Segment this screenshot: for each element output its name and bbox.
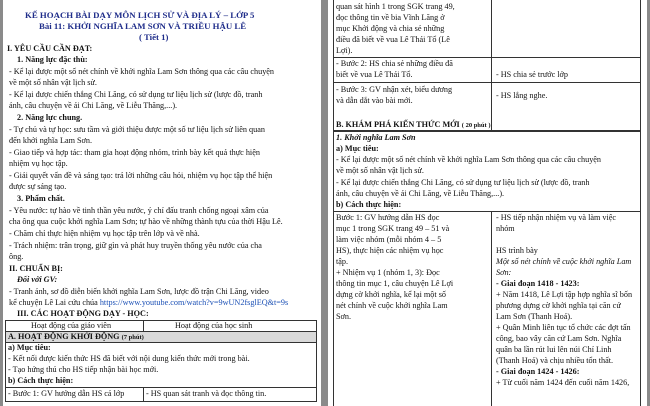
heading-general-competence: 2. Năng lực chung.	[17, 113, 83, 122]
text-line: về một số nhân vật lịch sử.	[336, 166, 424, 175]
text-line: cha ông qua cuộc khởi nghĩa Lam Sơn; tự hào về những thành tựu của thời Hậu Lê.	[9, 217, 283, 226]
heading-specific-competence: 1. Năng lực đặc thù:	[17, 55, 88, 64]
plan-title: KẾ HOẠCH BÀI DẠY MÔN LỊCH SỬ VÀ ĐỊA LÝ – LỚP 5	[25, 10, 255, 20]
table-divider	[491, 211, 492, 406]
method-heading: b) Cách thực hiện:	[336, 200, 402, 209]
student-answer-line: Một số nét chính về cuộc khởi nghĩa Lam	[496, 257, 632, 266]
text-line: - Tranh ảnh, sơ đồ diễn biến khởi nghĩa Lam Sơn, lược đồ trận Chi Lăng, video	[9, 287, 269, 296]
table-cell-student: - HS quan sát tranh và đọc thông tin.	[146, 389, 267, 398]
text-line: đến khởi nghĩa Lam Sơn.	[9, 136, 93, 145]
student-answer-line: + Năm 1418, Lê Lợi tập hợp nghĩa sĩ bốn	[496, 290, 633, 299]
student-answer-line: Lam Sơn (Thanh Hoá).	[496, 312, 573, 321]
student-answer-line: phương dựng cờ khởi nghĩa tại căn cứ	[496, 301, 621, 310]
text-line: - Trách nhiệm: trân trọng, giữ gìn và phát huy truyền thống yêu nước của cha	[9, 241, 262, 250]
text-line: - Chăm chỉ thực hiện nhiệm vụ học tập trên lớp và về nhà.	[9, 229, 200, 238]
column-header-student: Hoạt động của học sinh	[175, 321, 253, 330]
student-answer-line: - HS tiếp nhận nhiệm vụ và làm việc	[496, 213, 617, 222]
table-cell-teacher: - Bước 1: GV hướng dẫn HS cả lớp	[8, 389, 125, 398]
table-divider	[5, 342, 317, 343]
text-line: - Giải quyết vấn đề và sáng tạo: trả lời những câu hỏi, nhiệm vụ học tập thể hiện	[9, 171, 273, 180]
video-caption: kể chuyện Lê Lai cứu chúa	[9, 298, 100, 307]
text-line: điều đã biết về vua Lê Thái Tổ (Lê	[336, 35, 450, 44]
text-line: - Bước 2: HS chia sẻ những điều đã	[336, 59, 453, 68]
teacher-step-line: Sơn.	[336, 312, 352, 321]
teacher-step-line: HS), thực hiện các nhiệm vụ học	[336, 246, 444, 255]
student-answer-line: (Thanh Hoá) và chịu nhiều tổn thất.	[496, 356, 614, 365]
text-line: được sự sáng tạo.	[9, 182, 67, 191]
text-line: - Yêu nước: tự hào về tinh thần yêu nước, ý chí đấu tranh chống ngoại xâm của	[9, 206, 269, 215]
teacher-step-line: nét chính về cuộc khởi nghĩa Lam	[336, 301, 448, 310]
text-line: - Kể lại được một số nét chính về khởi nghĩa Lam Sơn thông qua các câu chuyện	[9, 67, 275, 76]
heading-requirements: I. YÊU CẦU CẦN ĐẠT:	[7, 44, 93, 53]
student-answer-line: HS trình bày	[496, 246, 538, 255]
student-answer-line: quân ba lần rút lui lên núi Chí Linh	[496, 345, 612, 354]
table-divider	[143, 320, 144, 331]
heading-activities: III. CÁC HOẠT ĐỘNG DẠY - HỌC:	[17, 309, 149, 318]
text-line: - Kết nối được kiến thức HS đã biết với nội dung kiến thức mới trong bài.	[8, 354, 250, 363]
table-divider	[333, 211, 641, 212]
table-divider	[333, 57, 641, 58]
student-answer-line: nhóm	[496, 224, 515, 233]
text-line: - Bước 3: GV nhận xét, biểu dương	[336, 85, 453, 94]
text-line: Lợi).	[336, 46, 353, 55]
goal-heading: a) Mục tiêu:	[336, 144, 379, 153]
left-page	[3, 0, 321, 406]
teacher-step-line: Bước 1: GV hướng dẫn HS đọc	[336, 213, 440, 222]
text-line	[9, 298, 288, 308]
video-link[interactable]: https://www.youtube.com/watch?v=9wUN2fsglEQ&t=9s	[99, 298, 289, 307]
method-heading: b) Cách thực hiện:	[8, 376, 74, 385]
section-explore: B. KHÁM PHÁ KIẾN THỨC MỚI ( 20 phút )	[336, 120, 491, 129]
table-divider	[491, 0, 492, 131]
text-line: đọc thông tin về bia Vĩnh Lăng ở	[336, 13, 445, 22]
student-answer-line: + Từ cuối năm 1424 đến cuối năm 1426,	[496, 378, 630, 387]
table-divider	[333, 82, 641, 83]
student-answer-line: - Giai đoạn 1418 - 1423:	[496, 279, 580, 288]
text-line: quan sát hình 1 trong SGK trang 49,	[336, 2, 455, 11]
table-divider	[5, 387, 317, 388]
heading-for-teacher: Đối với GV:	[17, 275, 58, 284]
teacher-step-line: + Nhiệm vụ 1 (nhóm 1, 3): Đọc	[336, 268, 440, 277]
student-answer-line: - Giai đoạn 1424 - 1426:	[496, 367, 580, 376]
teacher-step-line: làm việc nhóm (mỗi nhóm 4 – 5	[336, 235, 442, 244]
text-line: - Kể lại được chiến thắng Chi Lăng, có sử dụng tư liệu lịch sử (lược đồ, tranh	[336, 178, 590, 187]
lesson-periods: ( Tiết 1)	[139, 32, 169, 42]
text-line: ảnh, câu chuyện về ải Chi Lăng, về Liễu Thăng,...).	[9, 101, 178, 110]
text-line: và dẫn dắt vào bài mới.	[336, 96, 413, 105]
text-line: - Giao tiếp và hợp tác: tham gia hoạt động nhóm, trình bày kết quả thực hiện	[9, 148, 260, 157]
heading-preparation: II. CHUẨN BỊ:	[9, 264, 63, 273]
text-line: biết về vua Lê Thái Tổ.	[336, 70, 413, 79]
teacher-step-line: tập.	[336, 257, 349, 266]
teacher-step-line: thông tin mục 1, câu chuyện Lê Lợi	[336, 279, 454, 288]
student-response: - HS chia sẻ trước lớp	[496, 70, 568, 79]
heading-qualities: 3. Phẩm chất.	[17, 194, 65, 203]
student-answer-line: Sơn:	[496, 268, 512, 277]
student-response: - HS lắng nghe.	[496, 91, 548, 100]
lesson-title: Bài 11: KHỞI NGHĨA LAM SƠN VÀ TRIỀU HẬU LÊ	[39, 21, 247, 31]
text-line: - Tạo hứng thú cho HS tiếp nhận bài học mới.	[8, 365, 159, 374]
text-line: về một số nhân vật lịch sử.	[9, 78, 97, 87]
text-line: nhiệm vụ học tập.	[9, 159, 68, 168]
text-line: - Tự chủ và tự học: sưu tầm và giới thiệu được một số tư liệu lịch sử liên quan	[9, 125, 265, 134]
text-line: - Kể lại được chiến thắng Chi Lăng, có sử dụng tư liệu lịch sử (lược đồ, tranh	[9, 90, 263, 99]
teacher-step-line: dựng cờ khởi nghĩa, kể lại một số	[336, 290, 446, 299]
text-line: - Kể lại được một số nét chính về khởi nghĩa Lam Sơn thông qua các câu chuyện	[336, 155, 602, 164]
text-line: mục Khởi động và chia sẻ những	[336, 24, 445, 33]
column-header-teacher: Hoạt động của giáo viên	[31, 321, 112, 330]
goal-heading: a) Mục tiêu:	[8, 343, 51, 352]
table-divider	[143, 387, 144, 402]
section-warmup: A. HOẠT ĐỘNG KHỞI ĐỘNG (7 phút)	[8, 332, 144, 341]
item-lam-son: 1. Khởi nghĩa Lam Sơn	[336, 133, 416, 142]
teacher-step-line: mục 1 trong SGK trang 49 – 51 và	[336, 224, 450, 233]
student-answer-line: công, bao vây căn cứ Lam Sơn. Nghĩa	[496, 334, 622, 343]
text-line: ảnh, câu chuyện về ải Chi Lăng, về Liễu Thăng,...).	[336, 189, 505, 198]
right-page	[328, 0, 647, 406]
text-line: ông.	[9, 252, 24, 261]
student-answer-line: + Quân Minh liên tục tổ chức các đợt tấn	[496, 323, 631, 332]
